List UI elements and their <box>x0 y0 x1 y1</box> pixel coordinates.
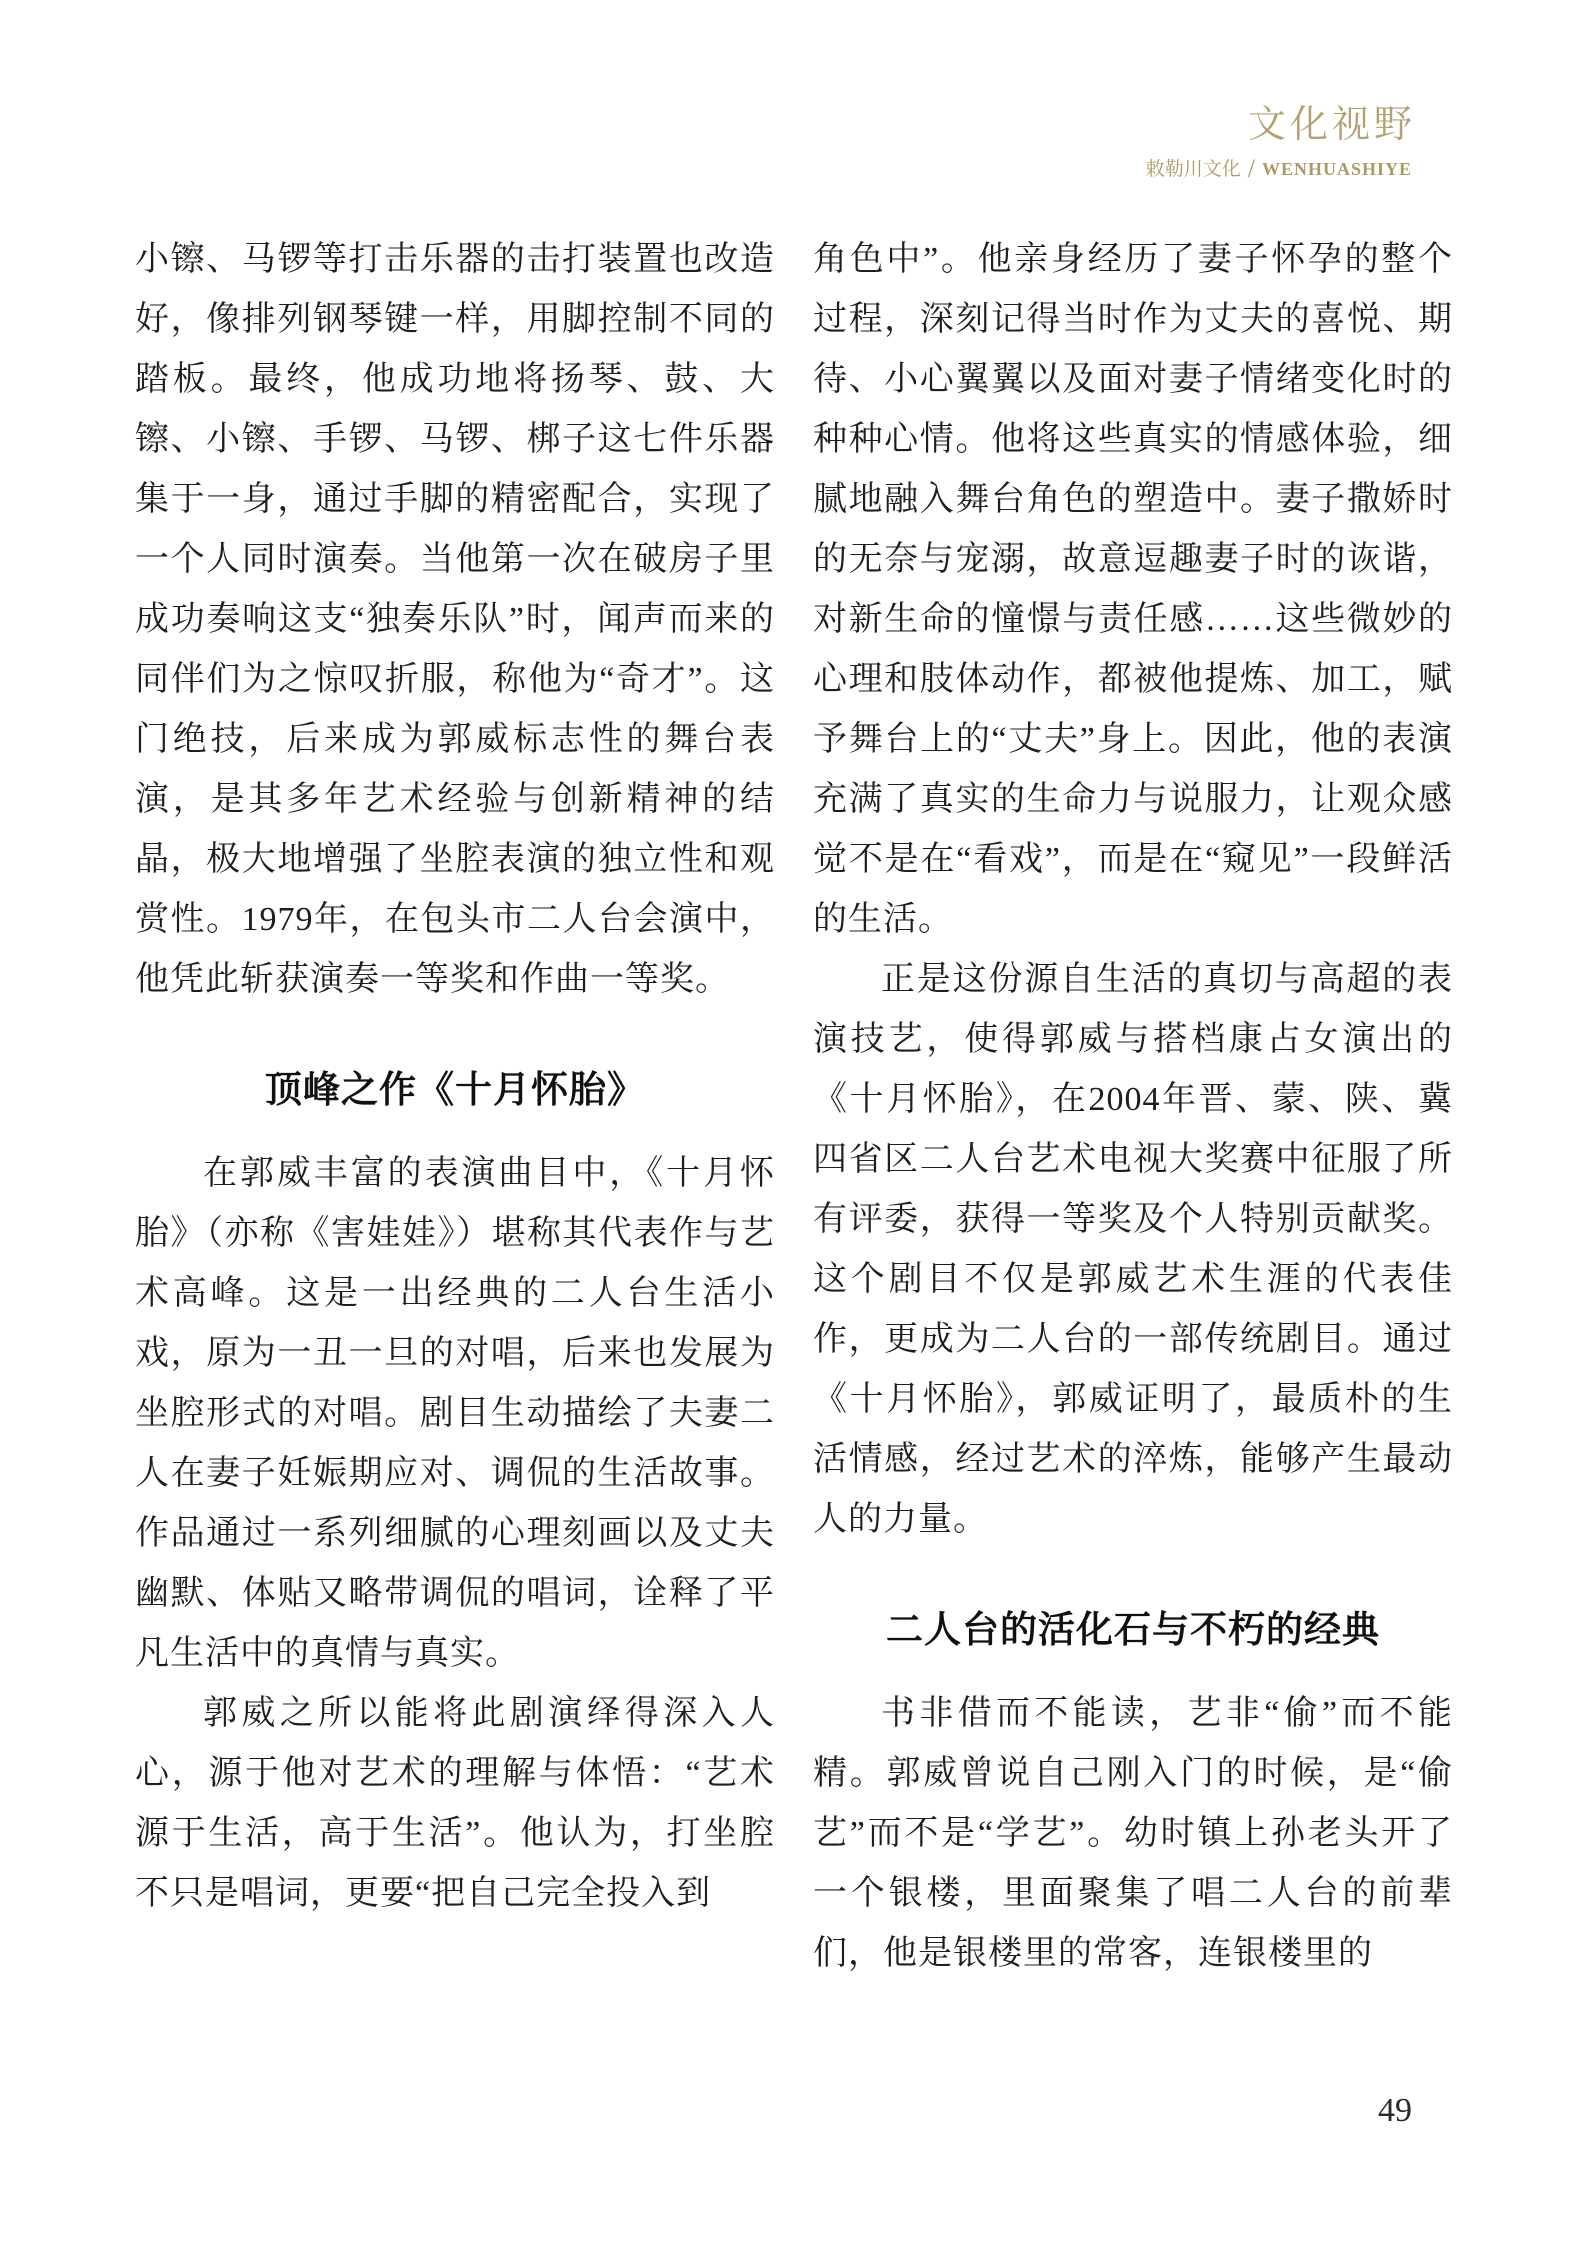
body-paragraph: 郭威之所以能将此剧演绎得深入人心，源于他对艺术的理解与体悟：“艺术源于生活，高于生活”。他认为，打坐腔不只是唱词，更要“把自己完全投入到 <box>135 1695 775 1912</box>
body-paragraph: 小镲、马锣等打击乐器的击打装置也改造好，像排列钢琴键一样，用脚控制不同的踏板。最终，他成功地将扬琴、鼓、大镲、小镲、手锣、马锣、梆子这七件乐器集于一身，通过手脚的精密配合，实现了一个人同时演奏。当他第一次在破房子里成功奏响这支“独奏乐队”时，闻声而来的同伴们为之惊叹折服，称他为“奇才”。这门绝技，后来成为郭威标志性的舞台表演，是其多年艺术经验与创新精神的结晶，极大地增强了坐腔表演的独立性和观赏性。1979年，在包头市二人台会演中，他凭此斩获演奏一等奖和作曲一等奖。 <box>135 241 775 998</box>
page-number: 49 <box>1378 2092 1412 2129</box>
section-title: 文化视野 <box>1247 104 1416 146</box>
page-header <box>1145 104 1416 184</box>
section-heading: 顶峰之作《十月怀胎》 <box>265 1069 645 1110</box>
section-heading: 二人台的活化石与不朽的经典 <box>886 1609 1380 1650</box>
body-paragraph: 在郭威丰富的表演曲目中，《十月怀胎》（亦称《害娃娃》）堪称其代表作与艺术高峰。这是一出经典的二人台生活小戏，原为一丑一旦的对唱，后来也发展为坐腔形式的对唱。剧目生动描绘了夫妻二人在妻子妊娠期应对、调侃的生活故事。作品通过一系列细腻的心理刻画以及丈夫幽默、体贴又略带调侃的唱词，诠释了平凡生活中的真情与真实。 <box>135 1155 775 1672</box>
subtitle-chinese: 敕勒川文化 <box>1145 158 1241 180</box>
body-paragraph: 书非借而不能读，艺非“偷”而不能精。郭威曾说自己刚入门的时候，是“偷艺”而不是“学艺”。幼时镇上孙老头开了一个银楼，里面聚集了唱二人台的前辈们，他是银楼里的常客，连银楼里的 <box>813 1695 1453 1972</box>
right-column <box>813 230 1453 1984</box>
left-column <box>135 230 775 1924</box>
subtitle-english: WENHUASHIYE <box>1261 158 1412 179</box>
section-subtitle <box>1146 154 1412 184</box>
body-paragraph: 角色中”。他亲身经历了妻子怀孕的整个过程，深刻记得当时作为丈夫的喜悦、期待、小心翼翼以及面对妻子情绪变化时的种种心情。他将这些真实的情感体验，细腻地融入舞台角色的塑造中。妻子撒娇时的无奈与宠溺，故意逗趣妻子时的诙谐，对新生命的憧憬与责任感……这些微妙的心理和肢体动作，都被他提炼、加工，赋予舞台上的“丈夫”身上。因此，他的表演充满了真实的生命力与说服力，让观众感觉不是在“看戏”，而是在“窥见”一段鲜活的生活。 <box>813 241 1453 938</box>
body-paragraph: 正是这份源自生活的真切与高超的表演技艺，使得郭威与搭档康占女演出的《十月怀胎》，在2004年晋、蒙、陕、冀四省区二人台艺术电视大奖赛中征服了所有评委，获得一等奖及个人特别贡献奖。这个剧目不仅是郭威艺术生涯的代表佳作，更成为二人台的一部传统剧目。通过《十月怀胎》，郭威证明了，最质朴的生活情感，经过艺术的淬炼，能够产生最动人的力量。 <box>813 961 1453 1538</box>
subtitle-slash: / <box>1247 153 1255 183</box>
